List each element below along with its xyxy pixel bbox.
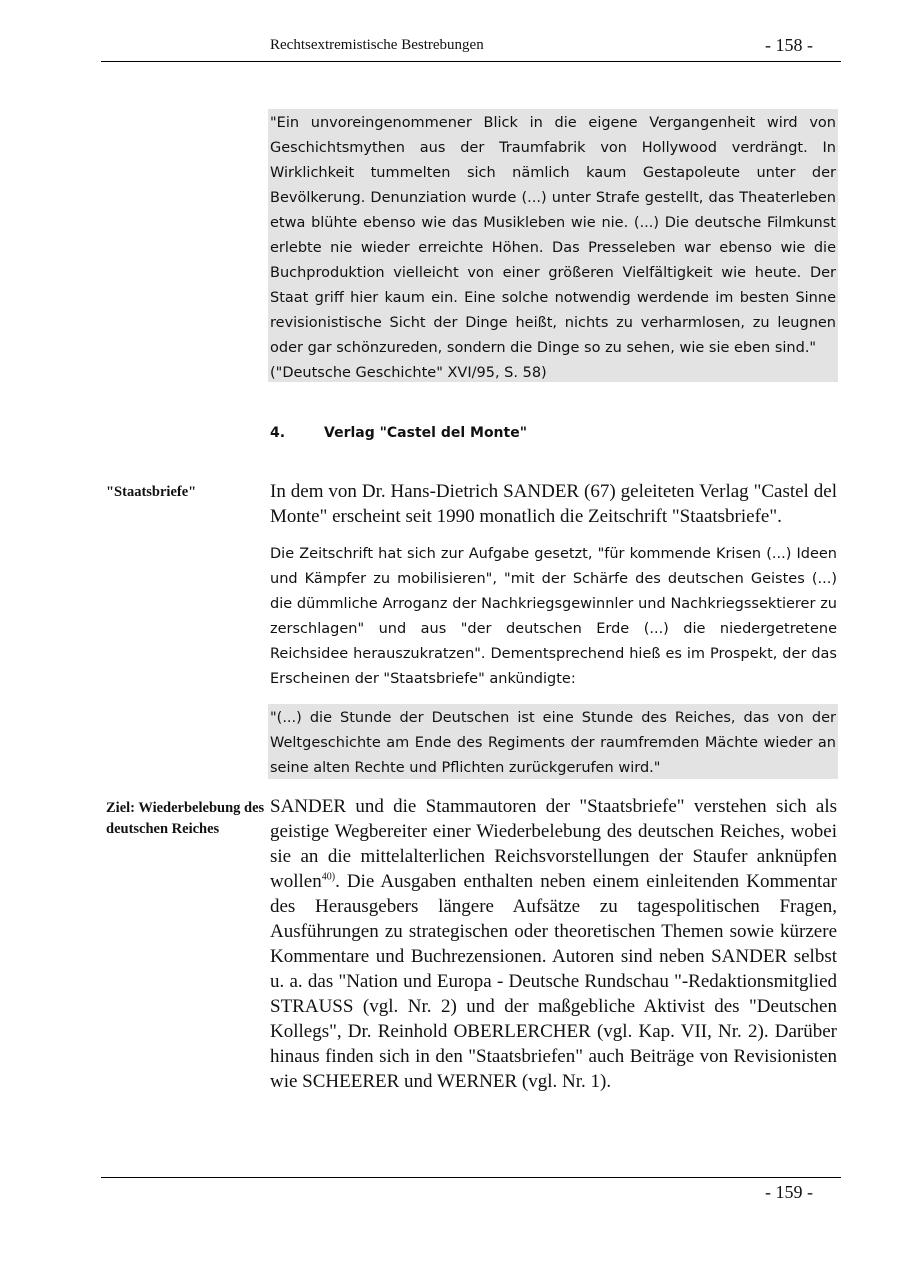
paragraph-text: . Die Ausgaben enthalten neben einem einleitenden Kommentar des Herausgebers längere Aufsätze zu tagespolitischen Fragen, Ausführungen zu strategischen oder theoretischen Themen sowie kürzere Kommentare und Buchrezensionen. Autoren sind neben SANDER selbst u. a. das "Nation und Europa - Deutsche Rundschau "-Redaktionsmitglied STRAUSS (vgl. Nr. 2) und der maßgebliche Aktivist des "Deutschen Kollegs", Dr. Reinhold OBERLERCHER (vgl. Kap. VII, Nr. 2). Darüber hinaus finden sich in den "Staatsbriefen" auch Beiträge von Revisionisten wie SCHEERER und WERNER (vgl. Nr. 1). [270,871,837,1092]
quote-source: ("Deutsche Geschichte" XVI/95, S. 58) [270,365,547,381]
paragraph-stammautoren [270,794,837,1094]
margin-note-staatsbriefe: "Staatsbriefe" [106,484,197,500]
header-page-number: - 158 - [765,35,813,55]
quote-block-prospekt [268,704,838,779]
paragraph-verlag-intro: In dem von Dr. Hans-Dietrich SANDER (67) geleiteten Verlag "Castel del Monte" erscheint seit 1990 monatlich die Zeitschrift "Staatsbriefe". [270,481,837,527]
paragraph-text: SANDER und die Stammautoren der "Staatsbriefe" verstehen sich als geistige Wegbereiter einer Wiederbelebung des deutschen Reiches, wobei sie an die mittelalterlichen Reichsvorstellungen der Staufer anknüpfen wollen [270,796,837,892]
quote-block-deutsche-geschichte [268,109,838,382]
margin-note-ziel: Ziel: Wiederbelebung des deutschen Reiches [106,800,265,837]
section-number: 4. [270,425,286,441]
quote-text: "Ein unvoreingenommener Blick in die eigene Vergangenheit wird von Geschichtsmythen aus der Traumfabrik von Hollywood verdrängt. In Wirklichkeit tummelten sich nämlich kaum Gestapoleute unter der Bevölkerung. Denunziation wurde (...) unter Strafe gestellt, das Theaterleben etwa blühte ebenso wie das Musikleben wie nie. (...) Die deutsche Filmkunst erlebte nie wieder erreichte Höhen. Das Presseleben war ebenso wie die Buchproduktion vielleicht von einer größeren Vielfältigkeit wie heute. Der Staat griff hier kaum ein. Eine solche notwendig werdende im besten Sinne revisionistische Sicht der Dinge heißt, nichts zu verharmlosen, zu leugnen oder gar schönzureden, sondern die Dinge so zu sehen, wie sie eben sind." [270,115,836,356]
footer-page-number: - 159 - [765,1182,813,1202]
footer-rule [101,1177,841,1178]
running-header-title: Rechtsextremistische Bestrebungen [270,37,484,53]
footnote-reference[interactable]: 40) [321,871,336,883]
paragraph-zeitschrift-aufgabe: Die Zeitschrift hat sich zur Aufgabe gesetzt, "für kommende Krisen (...) Ideen und Kämpfer zu mobilisieren", "mit der Schärfe des deutschen Geistes (...) die dümmliche Arroganz der Nachkriegsgewinnler und Nachkriegssektierer zu zerschlagen" und aus "der deutschen Erde (...) die niedergetretene Reichsidee herauszukratzen". Dementsprechend hieß es im Prospekt, der das Erscheinen der "Staatsbriefe" ankündigte: [270,546,837,687]
header-rule [101,61,841,62]
section-title: Verlag "Castel del Monte" [324,425,528,441]
quote-text: "(...) die Stunde der Deutschen ist eine Stunde des Reiches, das von der Weltgeschichte am Ende des Regiments der raumfremden Mächte wieder an seine alten Rechte und Pflichten zurückgerufen wird." [270,710,836,776]
